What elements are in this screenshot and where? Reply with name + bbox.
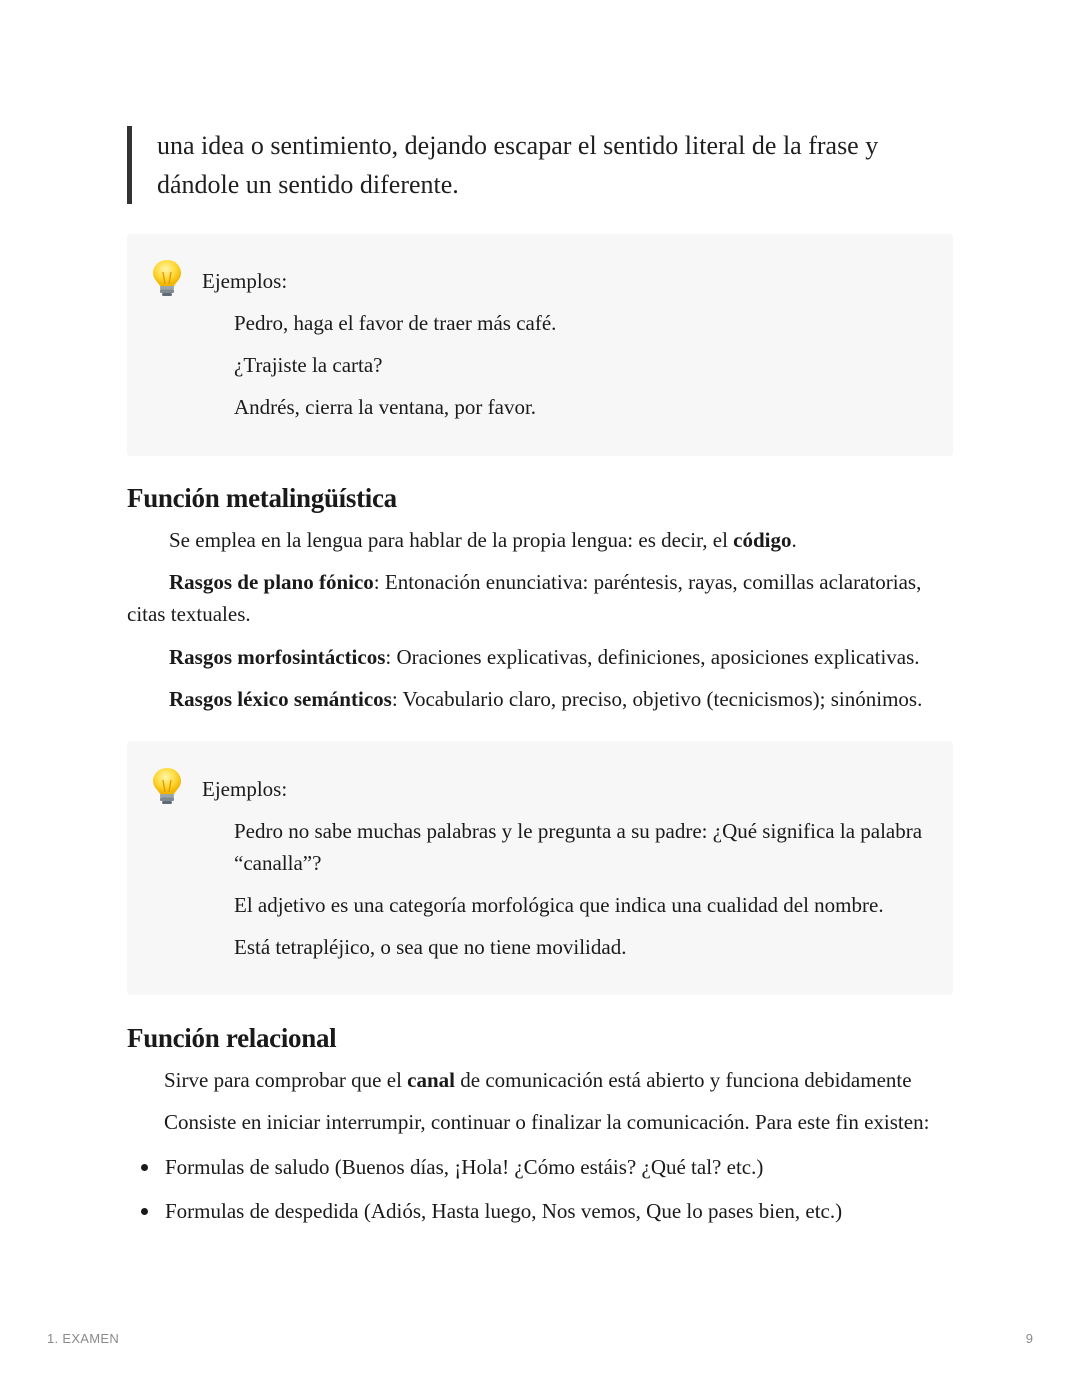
paragraph (127, 566, 953, 630)
bold-term: Rasgos de plano fónico (169, 570, 374, 594)
text: Se emplea en la lengua para hablar de la propia lengua: es decir, el (169, 528, 734, 552)
footer-page-number: 9 (1025, 1331, 1033, 1346)
bold-term: canal (407, 1068, 455, 1092)
quote-line: una idea o sentimiento, dejando escapar el sentido literal de la frase y (157, 131, 879, 160)
callout-title: Ejemplos: (202, 777, 288, 801)
bullet-icon (141, 1164, 148, 1171)
lightbulb-icon (150, 766, 184, 806)
quote-block (127, 126, 953, 204)
paragraph: Consiste en iniciar interrumpir, continuar o finalizar la comunicación. Para este fin existen: (164, 1110, 930, 1134)
example-line: Está tetrapléjico, o sea que no tiene movilidad. (234, 935, 627, 959)
list-item-text: Formulas de saludo (Buenos días, ¡Hola! ¿Cómo estáis? ¿Qué tal? etc.) (165, 1155, 764, 1179)
paragraph (127, 524, 953, 556)
bold-term: Rasgos morfosintácticos (169, 645, 386, 669)
text: “canalla”? (234, 851, 322, 875)
list-item-text: Formulas de despedida (Adiós, Hasta luego, Nos vemos, Que lo pases bien, etc.) (165, 1199, 843, 1223)
text: Sirve para comprobar que el (164, 1068, 408, 1092)
bullet-icon (141, 1208, 148, 1215)
quote-line: dándole un sentido diferente. (157, 170, 459, 199)
text: Pedro no sabe muchas palabras y le pregunta a su padre: ¿Qué significa la palabra (234, 819, 923, 843)
footer-section-label: 1. EXAMEN (47, 1331, 120, 1346)
example-line: El adjetivo es una categoría morfológica que indica una cualidad del nombre. (234, 893, 884, 917)
text: : Oraciones explicativas, definiciones, aposiciones explicativas. (385, 645, 920, 669)
section-heading: Función metalingüística (127, 483, 397, 513)
paragraph (127, 683, 953, 715)
lightbulb-icon (150, 258, 184, 298)
examples-callout (127, 234, 953, 456)
section-heading: Función relacional (127, 1023, 337, 1053)
example-line: Pedro, haga el favor de traer más café. (234, 311, 557, 335)
text: citas textuales. (127, 602, 251, 626)
paragraph (127, 641, 953, 673)
text: : Entonación enunciativa: paréntesis, rayas, comillas aclaratorias, (373, 570, 922, 594)
bold-term: código (733, 528, 792, 552)
example-line (234, 815, 934, 879)
examples-callout (127, 741, 953, 995)
example-line: Andrés, cierra la ventana, por favor. (234, 395, 537, 419)
text: de comunicación está abierto y funciona debidamente (455, 1068, 912, 1092)
bold-term: Rasgos léxico semánticos (169, 687, 392, 711)
paragraph (127, 1064, 953, 1096)
example-line: ¿Trajiste la carta? (234, 353, 383, 377)
callout-title: Ejemplos: (202, 269, 288, 293)
text: : Vocabulario claro, preciso, objetivo (tecnicismos); sinónimos. (391, 687, 923, 711)
text: . (791, 528, 797, 552)
